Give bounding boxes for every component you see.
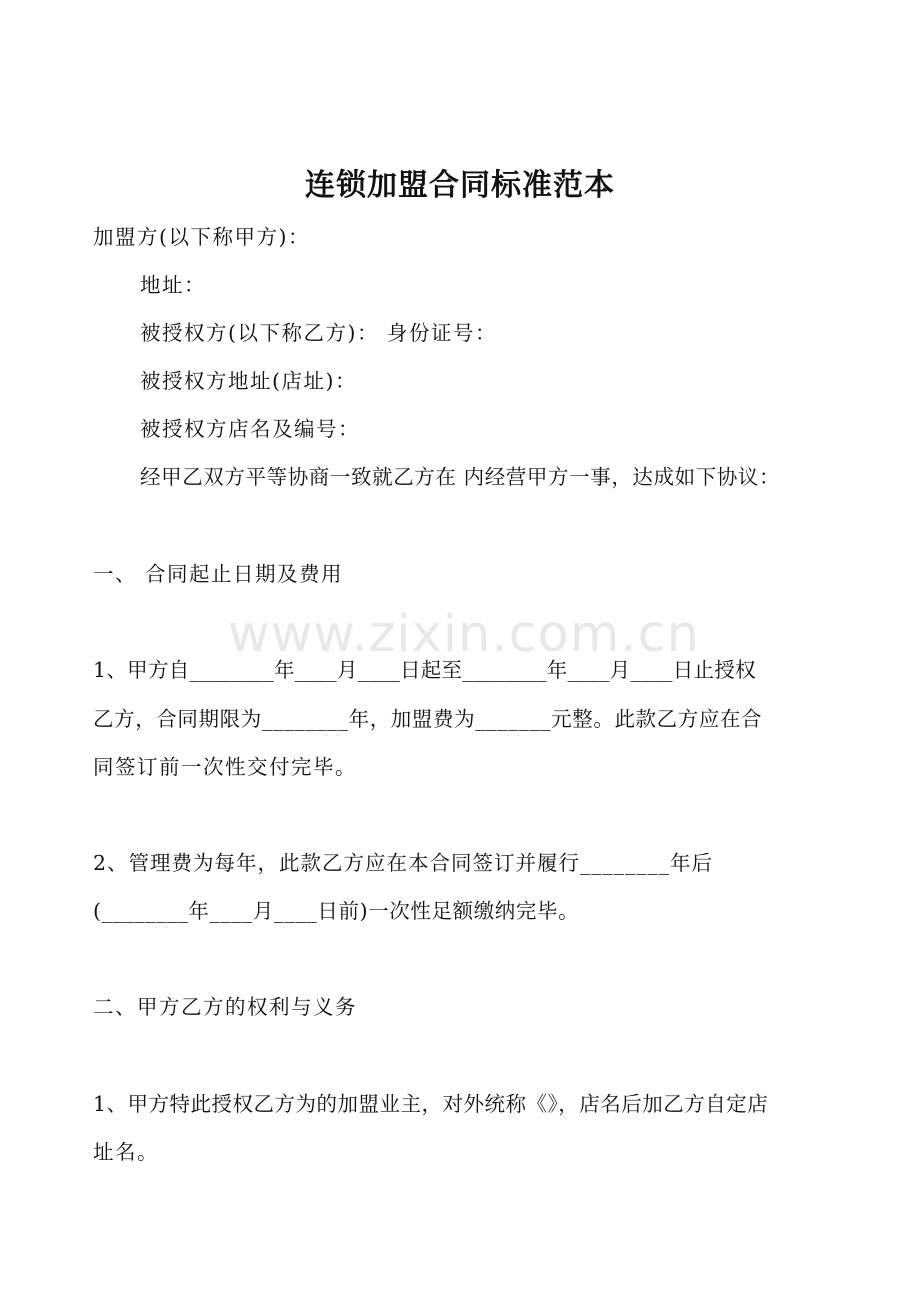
party-b-line: 被授权方(以下称乙方)： 身份证号： (140, 321, 498, 345)
clause-2-1-line-1: 1、甲方特此授权乙方为的加盟业主，对外统称《》，店名后加乙方自定店 (93, 1092, 769, 1116)
section-2-heading: 二、甲方乙方的权利与义务 (93, 995, 357, 1019)
watermark: www.zixin.com.cn (228, 605, 700, 664)
party-a-line: 加盟方(以下称甲方)： (93, 225, 310, 249)
section-1-heading: 一、 合同起止日期及费用 (93, 562, 344, 586)
clause-1-1-line-1: 1、甲方自________年____月____日起至________年____月____日止授权 (93, 658, 756, 682)
clause-1-1-line-2: 乙方，合同期限为________年，加盟费为_______元整。此款乙方应在合 (93, 707, 763, 731)
document-title: 连锁加盟合同标准范本 (305, 168, 615, 203)
party-b-store-line: 被授权方店名及编号： (140, 417, 360, 441)
clause-1-2-line-2: (________年____月____日前)一次性足额缴纳完毕。 (93, 899, 580, 923)
clause-2-1-line-2: 址名。 (93, 1140, 159, 1164)
agreement-intro-line: 经甲乙双方平等协商一致就乙方在 内经营甲方一事，达成如下协议： (140, 465, 781, 489)
address-line: 地址： (140, 273, 206, 297)
clause-1-2-line-1: 2、管理费为每年，此款乙方应在本合同签订并履行________年后 (93, 851, 714, 875)
clause-1-1-line-3: 同签订前一次性交付完毕。 (93, 755, 357, 779)
party-b-address-line: 被授权方地址(店址)： (140, 369, 357, 393)
